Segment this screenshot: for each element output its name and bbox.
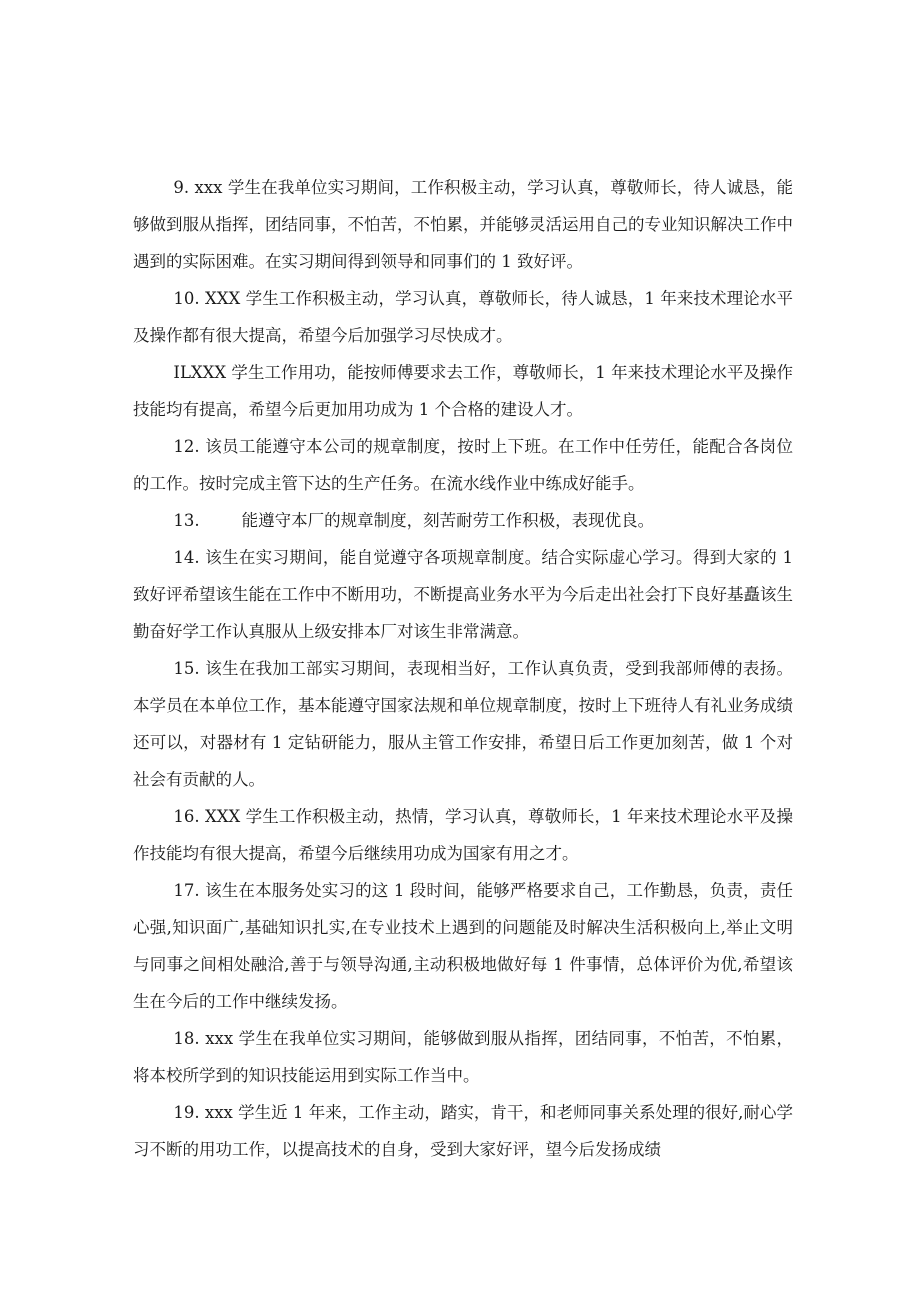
- paragraph-11: ILXXX 学生工作用功，能按师傅要求去工作，尊敬师长，1 年来技术理论水平及操作技能均有提高，希望今后更加用功成为 1 个合格的建设人才。: [133, 363, 793, 419]
- paragraph-16: 16. XXX 学生工作积极主动，热情，学习认真，尊敬师长，1 年来技术理论水平及操作技能均有很大提高，希望今后继续用功成为国家有用之才。: [133, 807, 793, 863]
- paragraph-18: 18. xxx 学生在我单位实习期间，能够做到服从指挥，团结同事，不怕苦，不怕累，将本校所学到的知识技能运用到实际工作当中。: [133, 1029, 793, 1085]
- paragraph-19: 19. xxx 学生近 1 年来，工作主动，踏实，肯干，和老师同事关系处理的很好,耐心学习不断的用功工作，以提高技术的自身，受到大家好评，望今后发扬成绩: [133, 1103, 793, 1159]
- paragraph-13: 13. 能遵守本厂的规章制度，刻苦耐劳工作积极，表现优良。: [173, 511, 655, 530]
- paragraph-14: 14. 该生在实习期间，能自觉遵守各项规章制度。结合实际虚心学习。得到大家的 1 致好评希望该生能在工作中不断用功，不断提高业务水平为今后走出社会打下良好基矗该生勤奋好学工作认真服从上级安排本厂对该生非常满意。: [133, 548, 799, 641]
- paragraph-17: 17. 该生在本服务处实习的这 1 段时间，能够严格要求自己，工作勤恳，负责，责任心强,知识面广,基础知识扎实,在专业技术上遇到的问题能及时解决生活积极向上,举止文明与同事之间相处融洽,善于与领导沟通,主动积极地做好每 1 件事情，总体评价为优,希望该生在今后的工作中继续发扬。: [133, 881, 793, 1011]
- paragraph-9: 9. xxx 学生在我单位实习期间，工作积极主动，学习认真，尊敬师长，待人诚恳，能够做到服从指挥，团结同事，不怕苦，不怕累，并能够灵活运用自己的专业知识解决工作中遇到的实际困难。在实习期间得到领导和同事们的 1 致好评。: [133, 178, 793, 271]
- paragraph-15: 15. 该生在我加工部实习期间，表现相当好，工作认真负责，受到我部师傅的表扬。本学员在本单位工作，基本能遵守国家法规和单位规章制度，按时上下班待人有礼业务成绩还可以，对器材有 1 定钻研能力，服从主管工作安排，希望日后工作更加刻苦，做 1 个对社会有贡献的人。: [133, 659, 793, 789]
- paragraph-10: 10. XXX 学生工作积极主动，学习认真，尊敬师长，待人诚恳，1 年来技术理论水平及操作都有很大提高，希望今后加强学习尽快成才。: [133, 289, 793, 345]
- paragraph-12: 12. 该员工能遵守本公司的规章制度，按时上下班。在工作中任劳任，能配合各岗位的工作。按时完成主管下达的生产任务。在流水线作业中练成好能手。: [133, 437, 793, 493]
- document-body: [133, 169, 799, 1168]
